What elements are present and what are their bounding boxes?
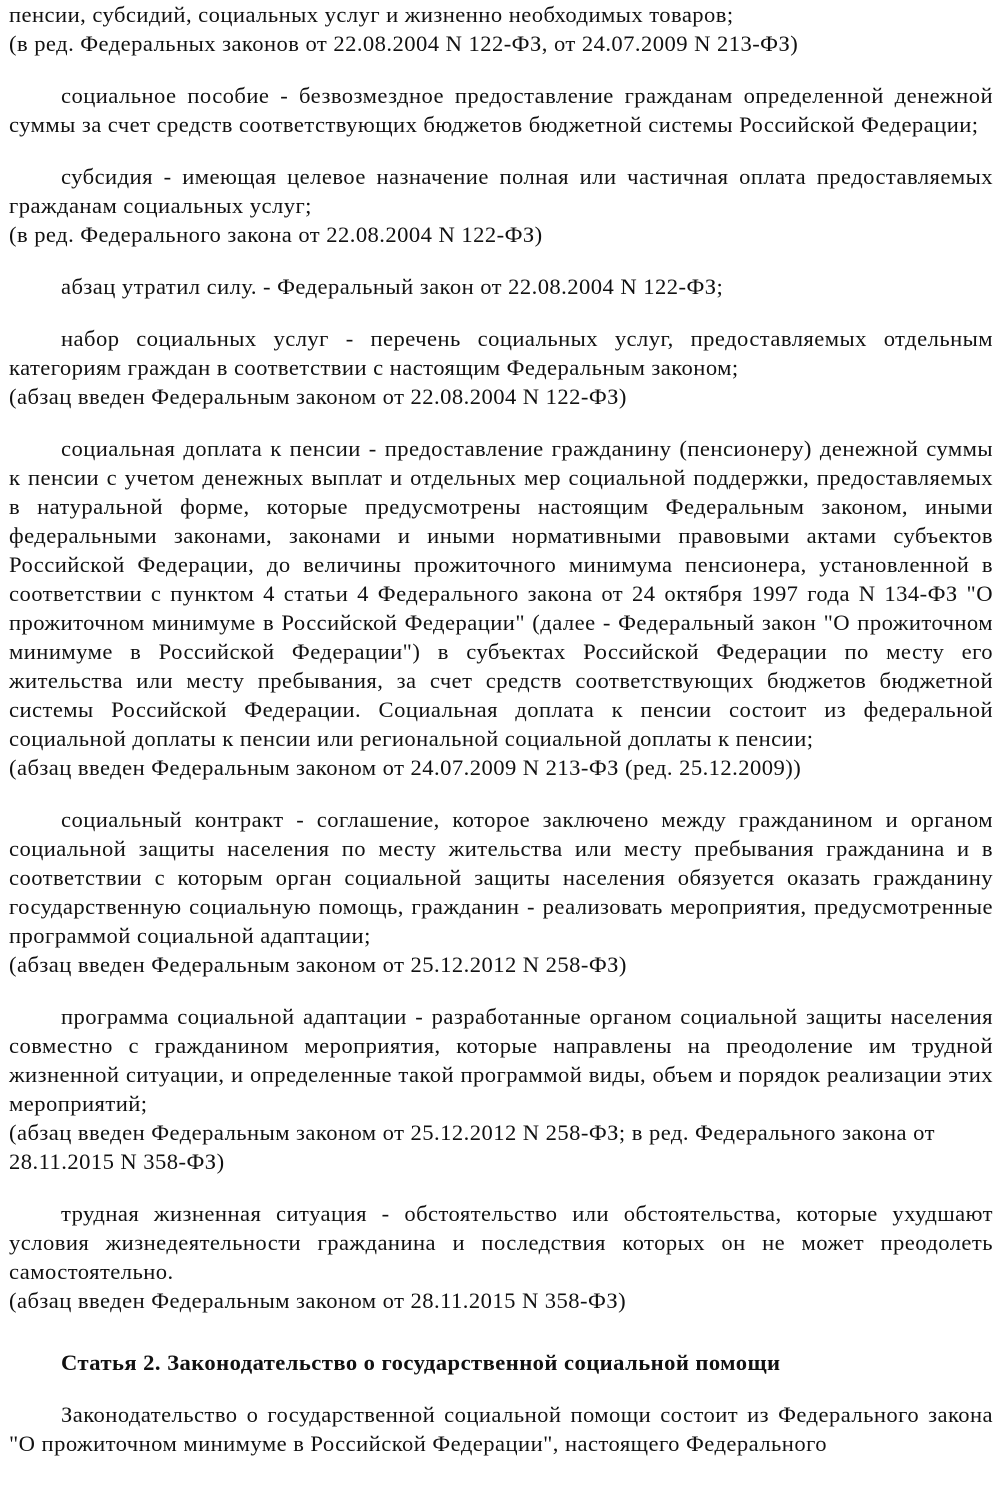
amendment-note: (абзац введен Федеральным законом от 25.12.2012 N 258-ФЗ) [9, 952, 627, 977]
paragraph-text: социальный контракт - соглашение, которое заключено между гражданином и органом социальной защиты населения по месту жительства или месту пребывания гражданина и в соответствии с которым орган социальной защиты населения обязуется оказать гражданину государственную социальную помощь, гражданин - реализовать мероприятия, предусмотренные программой социальной адаптации; [9, 807, 993, 948]
paragraph-8 [9, 1002, 993, 1176]
amendment-note: (абзац введен Федеральным законом от 28.11.2015 N 358-ФЗ) [9, 1288, 627, 1313]
amendment-note: (абзац введен Федеральным законом от 25.12.2012 N 258-ФЗ; в ред. Федерального закона от 28.11.2015 N 358-ФЗ) [9, 1120, 935, 1174]
paragraph-1 [9, 0, 993, 58]
article-heading: Статья 2. Законодательство о государственной социальной помощи [61, 1350, 781, 1375]
amendment-note: (в ред. Федерального закона от 22.08.2004 N 122-ФЗ) [9, 222, 543, 247]
paragraph-7 [9, 805, 993, 979]
amendment-note: (абзац введен Федеральным законом от 22.08.2004 N 122-ФЗ) [9, 384, 627, 409]
paragraph-last [9, 1400, 993, 1458]
paragraph-3 [9, 162, 993, 249]
paragraph-2 [9, 81, 993, 139]
paragraph-text: трудная жизненная ситуация - обстоятельство или обстоятельства, которые ухудшают условия жизнедеятельности гражданина и последствия которых он не может преодолеть самостоятельно. [9, 1201, 993, 1284]
paragraph-text: Законодательство о государственной социальной помощи состоит из Федерального закона "О прожиточном минимуме в Российской Федерации", настоящего Федерального [9, 1402, 993, 1456]
paragraph-text: программа социальной адаптации - разработанные органом социальной защиты населения совместно с гражданином мероприятия, которые направлены на преодоление им трудной жизненной ситуации, и определенные такой программой виды, объем и порядок реализации этих мероприятий; [9, 1004, 993, 1116]
paragraph-5 [9, 324, 993, 411]
amendment-note: (абзац введен Федеральным законом от 24.07.2009 N 213-ФЗ (ред. 25.12.2009)) [9, 755, 802, 780]
paragraph-text: субсидия - имеющая целевое назначение полная или частичная оплата предоставляемых гражданам социальных услуг; [9, 164, 993, 218]
document-page [9, 0, 993, 1481]
paragraph-text: пенсии, субсидий, социальных услуг и жизненно необходимых товаров; [9, 2, 734, 27]
paragraph-text: абзац утратил силу. - Федеральный закон от 22.08.2004 N 122-ФЗ; [61, 274, 724, 299]
paragraph-9 [9, 1199, 993, 1315]
paragraph-text: набор социальных услуг - перечень социальных услуг, предоставляемых отдельным категориям граждан в соответствии с настоящим Федеральным законом; [9, 326, 993, 380]
paragraph-text: социальное пособие - безвозмездное предоставление гражданам определенной денежной суммы за счет средств соответствующих бюджетов бюджетной системы Российской Федерации; [9, 83, 993, 137]
paragraph-4 [9, 272, 993, 301]
paragraph-text: социальная доплата к пенсии - предоставление гражданину (пенсионеру) денежной суммы к пенсии с учетом денежных выплат и отдельных мер социальной поддержки, предоставляемых в натуральной форме, которые предусмотрены настоящим Федеральным законом, иными федеральными законами, законами и иными нормативными правовыми актами субъектов Российской Федерации, до величины прожиточного минимума пенсионера, установленной в соответствии с пунктом 4 статьи 4 Федерального закона от 24 октября 1997 года N 134-ФЗ "О прожиточном минимуме в Российской Федерации" (далее - Федеральный закон "О прожиточном минимуме в Российской Федерации") в субъектах Российской Федерации по месту его жительства или месту пребывания, за счет средств соответствующих бюджетов бюджетной системы Российской Федерации. Социальная доплата к пенсии состоит из федеральной социальной доплаты к пенсии или региональной социальной доплаты к пенсии; [9, 436, 993, 751]
amendment-note: (в ред. Федеральных законов от 22.08.2004 N 122-ФЗ, от 24.07.2009 N 213-ФЗ) [9, 31, 799, 56]
paragraph-6 [9, 434, 993, 782]
